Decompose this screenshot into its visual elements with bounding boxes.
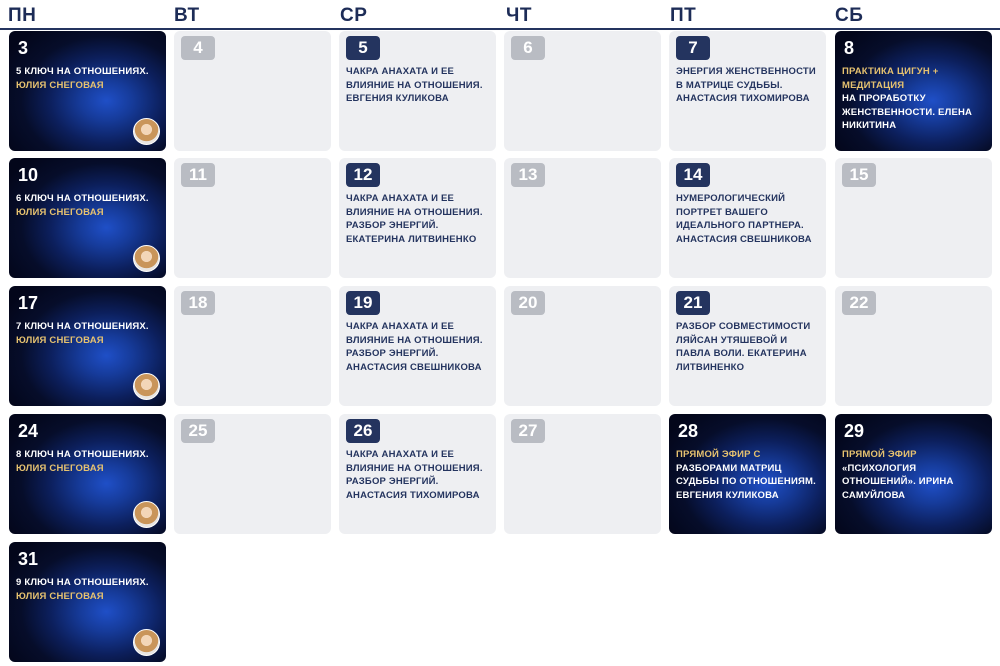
event-text: ПРЯМОЙ ЭФИР «ПСИХОЛОГИЯ ОТНОШЕНИЙ». ИРИНА САМУЙЛОВА [842,449,954,501]
speaker-avatar [133,373,160,400]
event-text: 5 КЛЮЧ НА ОТНОШЕНИЯХ. ЮЛИЯ СНЕГОВАЯ [16,66,149,91]
day-number: 18 [181,291,215,315]
day-cell-8[interactable] [835,31,992,151]
event-text: ЧАКРА АНАХАТА И ЕЕ ВЛИЯНИЕ НА ОТНОШЕНИЯ. РАЗБОР ЭНЕРГИЙ. АНАСТАСИЯ СВЕШНИКОВА [346,321,483,373]
day-number: 26 [346,419,380,443]
weekday-mon: ПН [8,5,37,26]
day-cell-14[interactable] [669,158,826,278]
weekday-sat: СБ [835,5,864,26]
event-text: ЧАКРА АНАХАТА И ЕЕ ВЛИЯНИЕ НА ОТНОШЕНИЯ. РАЗБОР ЭНЕРГИЙ. ЕКАТЕРИНА ЛИТВИНЕНКО [346,193,483,245]
day-number: 10 [18,165,39,185]
event-text: 8 КЛЮЧ НА ОТНОШЕНИЯХ. ЮЛИЯ СНЕГОВАЯ [16,449,149,474]
day-cell-10[interactable] [9,158,166,278]
day-number: 7 [676,36,710,60]
weekday-header [0,0,1000,30]
weekday-thu: ЧТ [506,5,532,26]
day-number: 14 [676,163,710,187]
day-number: 24 [18,421,39,441]
event-text: ЧАКРА АНАХАТА И ЕЕ ВЛИЯНИЕ НА ОТНОШЕНИЯ. ЕВГЕНИЯ КУЛИКОВА [346,66,483,104]
day-number: 29 [844,421,865,441]
speaker-avatar [133,629,160,656]
day-cell-7[interactable] [669,31,826,151]
event-text: РАЗБОР СОВМЕСТИМОСТИ ЛЯЙСАН УТЯШЕВОЙ И ПАВЛА ВОЛИ. ЕКАТЕРИНА ЛИТВИНЕНКО [676,321,811,373]
day-cell-20[interactable] [504,286,661,406]
day-cell-6[interactable] [504,31,661,151]
day-number: 25 [181,419,215,443]
day-cell-24[interactable] [9,414,166,534]
day-cell-17[interactable] [9,286,166,406]
day-cell-15[interactable] [835,158,992,278]
day-cell-29[interactable] [835,414,992,534]
weekday-fri: ПТ [670,5,697,26]
speaker-avatar [133,118,160,145]
day-number: 31 [18,549,39,569]
day-number: 17 [18,293,39,313]
day-number: 13 [511,163,545,187]
day-number: 6 [511,36,545,60]
event-text: ПРАКТИКА ЦИГУН + МЕДИТАЦИЯ НА ПРОРАБОТКУ ЖЕНСТВЕННОСТИ. ЕЛЕНА НИКИТИНА [842,66,973,131]
day-cell-31[interactable] [9,542,166,662]
day-number: 11 [181,163,215,187]
day-cell-27[interactable] [504,414,661,534]
day-cell-5[interactable] [339,31,496,151]
day-number: 27 [511,419,545,443]
day-cell-3[interactable] [9,31,166,151]
day-cell-11[interactable] [174,158,331,278]
day-number: 5 [346,36,380,60]
day-cell-19[interactable] [339,286,496,406]
day-number: 20 [511,291,545,315]
day-number: 21 [676,291,710,315]
event-text: 7 КЛЮЧ НА ОТНОШЕНИЯХ. ЮЛИЯ СНЕГОВАЯ [16,321,149,346]
day-cell-22[interactable] [835,286,992,406]
speaker-avatar [133,501,160,528]
event-text: 6 КЛЮЧ НА ОТНОШЕНИЯХ. ЮЛИЯ СНЕГОВАЯ [16,193,149,218]
event-text: ЭНЕРГИЯ ЖЕНСТВЕННОСТИ В МАТРИЦЕ СУДЬБЫ. АНАСТАСИЯ ТИХОМИРОВА [676,66,816,104]
weekday-wed: СР [340,5,368,26]
event-text: 9 КЛЮЧ НА ОТНОШЕНИЯХ. ЮЛИЯ СНЕГОВАЯ [16,577,149,602]
day-cell-13[interactable] [504,158,661,278]
day-number: 28 [678,421,699,441]
weekday-tue: ВТ [174,5,200,26]
day-number: 22 [842,291,876,315]
day-cell-25[interactable] [174,414,331,534]
day-number: 8 [844,38,855,58]
day-cell-4[interactable] [174,31,331,151]
day-number: 4 [181,36,215,60]
speaker-avatar [133,245,160,272]
event-text: ПРЯМОЙ ЭФИР С РАЗБОРАМИ МАТРИЦ СУДЬБЫ ПО ОТНОШЕНИЯМ. ЕВГЕНИЯ КУЛИКОВА [676,449,816,501]
day-cell-28[interactable] [669,414,826,534]
day-number: 15 [842,163,876,187]
day-cell-18[interactable] [174,286,331,406]
day-cell-12[interactable] [339,158,496,278]
event-text: НУМЕРОЛОГИЧЕСКИЙ ПОРТРЕТ ВАШЕГО ИДЕАЛЬНОГО ПАРТНЕРА. АНАСТАСИЯ СВЕШНИКОВА [676,193,812,245]
day-number: 3 [18,38,29,58]
event-text: ЧАКРА АНАХАТА И ЕЕ ВЛИЯНИЕ НА ОТНОШЕНИЯ. РАЗБОР ЭНЕРГИЙ. АНАСТАСИЯ ТИХОМИРОВА [346,449,483,501]
day-cell-21[interactable] [669,286,826,406]
day-number: 19 [346,291,380,315]
day-number: 12 [346,163,380,187]
day-cell-26[interactable] [339,414,496,534]
